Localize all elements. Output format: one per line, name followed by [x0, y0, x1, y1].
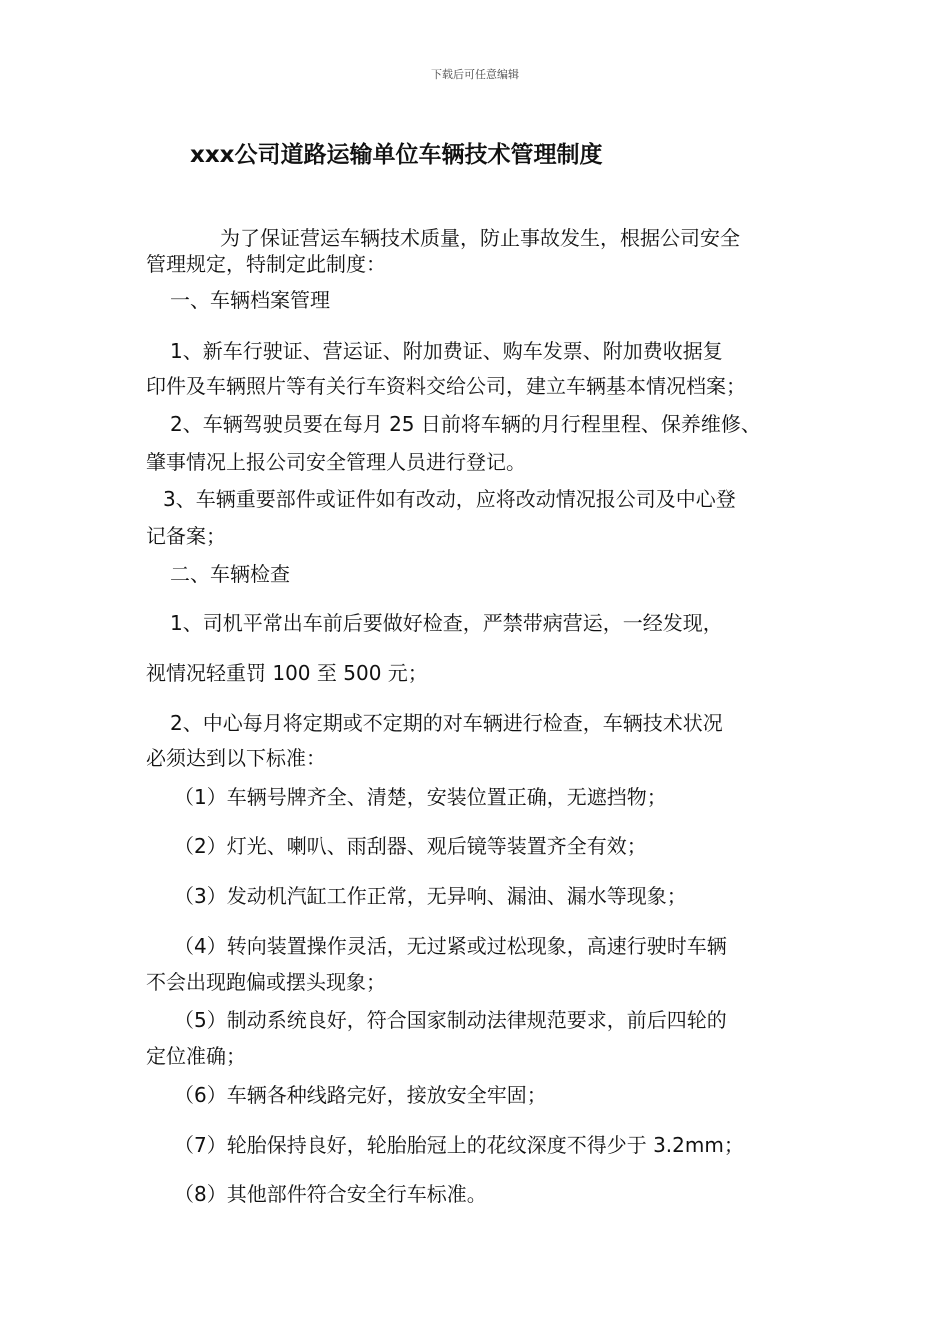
section-2-item-2-line-1: 2、中心每月将定期或不定期的对车辆进行检查，车辆技术状况	[170, 711, 723, 735]
standard-7: （7）轮胎保持良好，轮胎胎冠上的花纹深度不得少于 3.2mm；	[174, 1133, 744, 1157]
header-note: 下载后可任意编辑	[431, 68, 519, 81]
standard-3: （3）发动机汽缸工作正常，无异响、漏油、漏水等现象；	[174, 884, 687, 908]
standard-4-line-2: 不会出现跑偏或摆头现象；	[146, 970, 386, 994]
standard-8: （8）其他部件符合安全行车标准。	[174, 1182, 487, 1206]
section-2-item-2-line-2: 必须达到以下标准：	[146, 746, 326, 770]
standard-5-line-1: （5）制动系统良好，符合国家制动法律规范要求，前后四轮的	[174, 1008, 727, 1032]
section-1-item-3-line-2: 记备案；	[146, 524, 226, 548]
section-1-item-1-line-2: 印件及车辆照片等有关行车资料交给公司，建立车辆基本情况档案；	[146, 374, 746, 398]
section-2-heading: 二、车辆检查	[170, 562, 290, 586]
standard-4-line-1: （4）转向装置操作灵活，无过紧或过松现象，高速行驶时车辆	[174, 934, 727, 958]
document-title: xxx公司道路运输单位车辆技术管理制度	[190, 142, 603, 168]
intro-line-1: 为了保证营运车辆技术质量，防止事故发生，根据公司安全	[220, 226, 740, 250]
section-1-item-2-line-2: 肇事情况上报公司安全管理人员进行登记。	[146, 450, 526, 474]
section-1-item-2-line-1: 2、车辆驾驶员要在每月 25 日前将车辆的月行程里程、保养维修、	[170, 412, 761, 436]
section-1-item-1-line-1: 1、新车行驶证、营运证、附加费证、购车发票、附加费收据复	[170, 339, 723, 363]
standard-1: （1）车辆号牌齐全、清楚，安装位置正确，无遮挡物；	[174, 785, 667, 809]
standard-5-line-2: 定位准确；	[146, 1044, 246, 1068]
standard-2: （2）灯光、喇叭、雨刮器、观后镜等装置齐全有效；	[174, 834, 647, 858]
section-1-item-3-line-1: 3、车辆重要部件或证件如有改动，应将改动情况报公司及中心登	[163, 487, 736, 511]
standard-6: （6）车辆各种线路完好，接放安全牢固；	[174, 1083, 547, 1107]
section-1-heading: 一、车辆档案管理	[170, 288, 330, 312]
section-2-item-1-line-1: 1、司机平常出车前后要做好检查，严禁带病营运，一经发现，	[170, 611, 723, 635]
intro-line-2: 管理规定，特制定此制度：	[146, 252, 386, 276]
section-2-item-1-line-2: 视情况轻重罚 100 至 500 元；	[146, 661, 428, 685]
